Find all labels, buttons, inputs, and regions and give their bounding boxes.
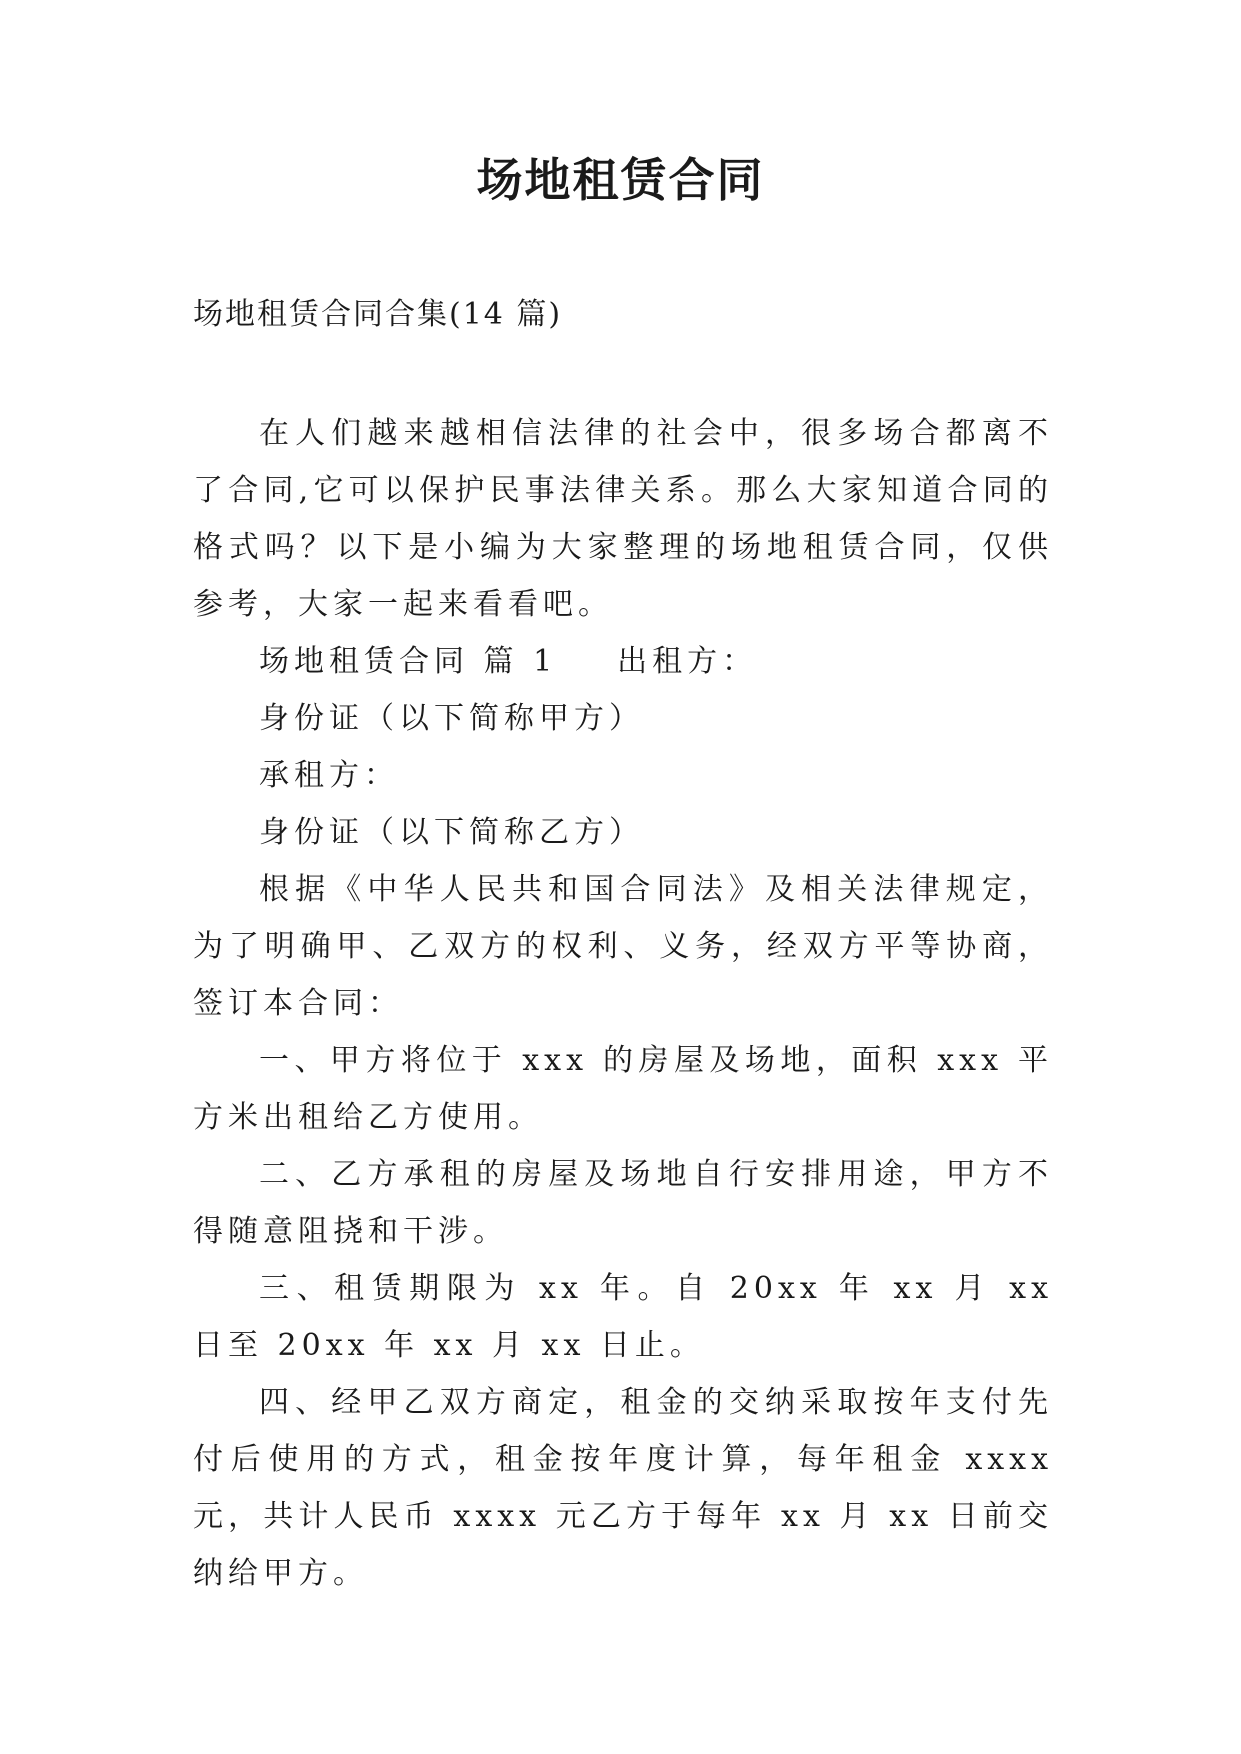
clause-1: 一、甲方将位于 xxx 的房屋及场地，面积 xxx 平方米出租给乙方使用。 [193,1043,1053,1135]
section-heading: 场地租赁合同 篇 1 [259,644,558,679]
lessor-id-line: 身份证（以下简称甲方） [259,701,644,736]
page-title: 场地租赁合同 [476,153,765,207]
clause-2: 二、乙方承租的房屋及场地自行安排用途，甲方不得随意阻挠和干涉。 [193,1157,1053,1249]
clause-4: 四、经甲乙双方商定，租金的交纳采取按年支付先付后使用的方式，租金按年度计算，每年租金 xxxx 元，共计人民币 xxxx 元乙方于每年 xx 月 xx 日前交纳给甲方。 [193,1385,1053,1591]
lessee-label: 承租方： [259,758,399,793]
document-body [193,405,1053,1602]
clause-3: 三、租赁期限为 xx 年。自 20xx 年 xx 月 xx 日至 20xx 年 xx 月 xx 日止。 [193,1271,1053,1363]
basis-paragraph: 根据《中华人民共和国合同法》及相关法律规定，为了明确甲、乙双方的权利、义务，经双方平等协商，签订本合同： [193,872,1053,1021]
lessee-id-line: 身份证（以下简称乙方） [259,815,644,850]
intro-paragraph: 在人们越来越相信法律的社会中，很多场合都离不了合同,它可以保护民事法律关系。那么大家知道合同的格式吗？以下是小编为大家整理的场地租赁合同，仅供参考，大家一起来看看吧。 [193,416,1053,622]
document-subtitle: 场地租赁合同合集(14 篇) [193,297,563,332]
section-heading-line [193,633,1053,690]
lessor-label: 出租方： [617,644,758,679]
